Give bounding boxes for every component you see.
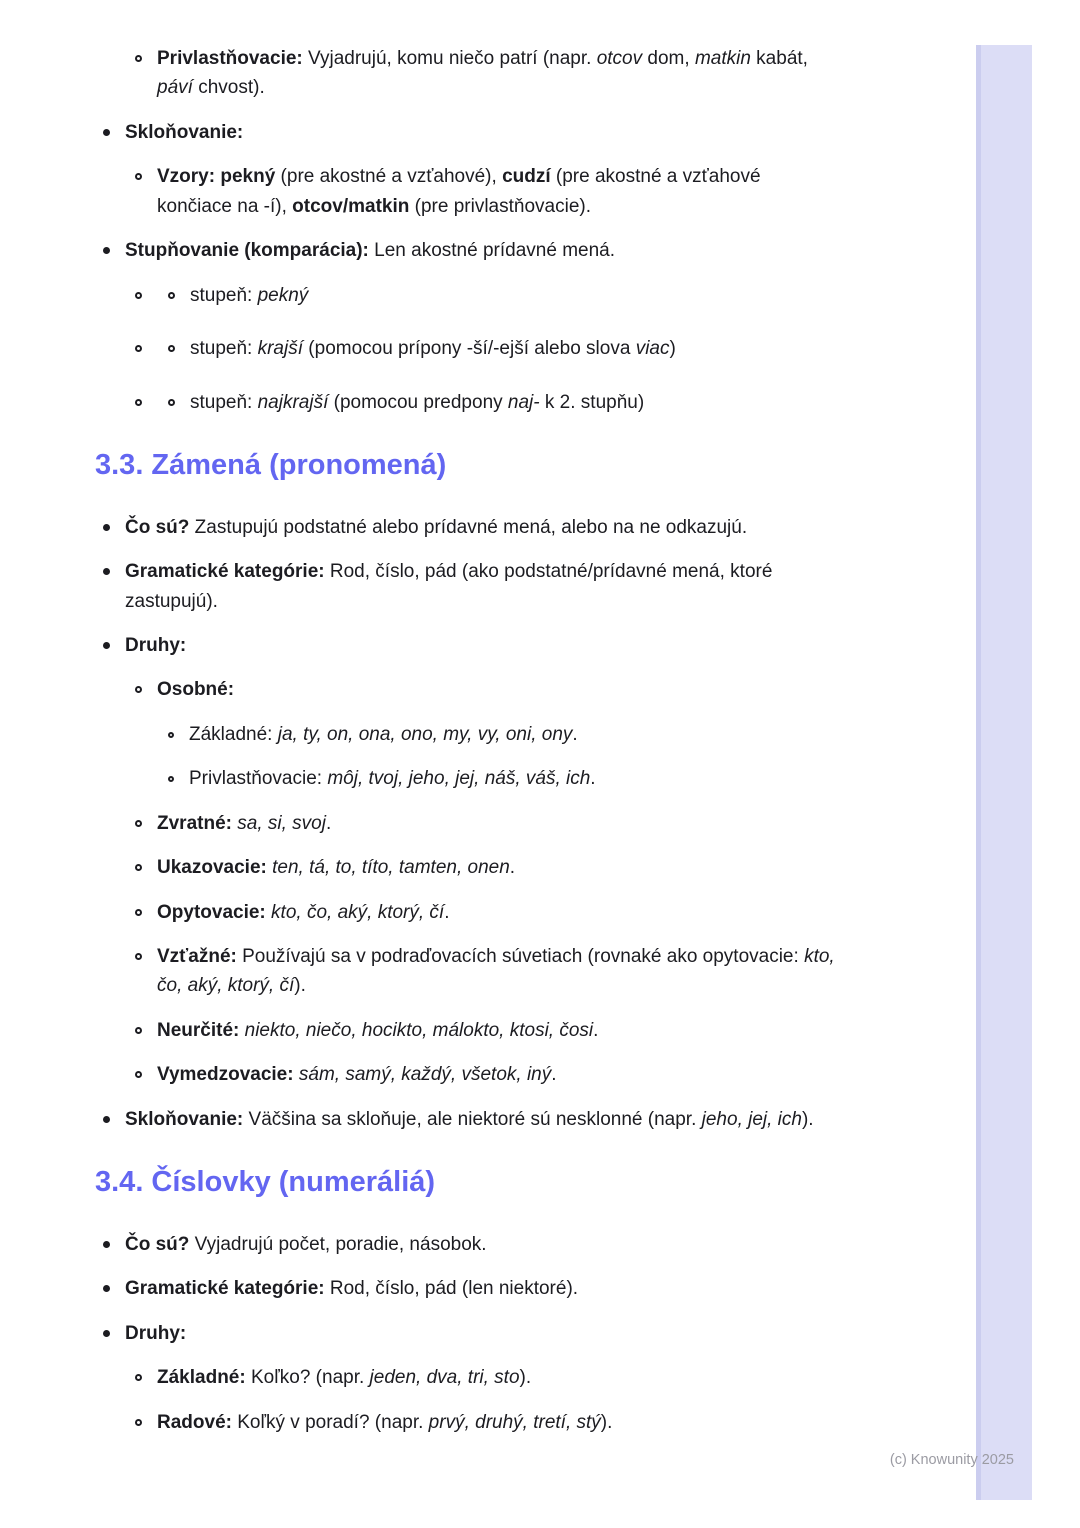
list-item-text: Skloňovanie: <box>125 121 244 143</box>
bullet-markers <box>135 942 157 960</box>
section-heading: 3.3. Zámená (pronomená) <box>95 448 447 481</box>
circle-bullet-icon <box>135 1071 142 1078</box>
list-item-text: Vzory: pekný (pre akostné a vzťahové), cudzí (pre akostné a vzťahové končiace na -í), otcov/matkin (pre privlastňovacie). <box>157 166 761 217</box>
list-item <box>135 388 835 417</box>
document-content <box>95 44 835 1452</box>
circle-bullet-icon <box>135 399 142 406</box>
right-stripe-decoration <box>976 45 1032 1500</box>
disc-bullet-icon <box>103 129 110 136</box>
bullet-markers <box>103 557 125 575</box>
bullet-markers <box>103 1105 125 1123</box>
list-item-text: Gramatické kategórie: Rod, číslo, pád (len niektoré). <box>125 1278 579 1300</box>
circle-bullet-icon <box>135 173 142 180</box>
bullet-markers <box>103 236 125 254</box>
list-item <box>135 1363 835 1392</box>
list-item-text: Skloňovanie: Väčšina sa skloňuje, ale niektoré sú nesklonné (napr. jeho, jej, ich). <box>125 1108 814 1130</box>
circle-bullet-icon <box>135 345 142 352</box>
bullet-markers <box>135 675 157 693</box>
list-item-text: stupeň: krajší (pomocou prípony -ší/-ejší alebo slova viac) <box>190 338 676 360</box>
list-item <box>135 281 835 310</box>
list-item-text: Čo sú? Zastupujú podstatné alebo prídavné mená, alebo na ne odkazujú. <box>125 516 748 538</box>
list-item-text: Privlastňovacie: môj, tvoj, jeho, jej, náš, váš, ich. <box>189 768 596 790</box>
list-item <box>135 44 835 103</box>
list-item <box>103 513 835 542</box>
list-item <box>103 631 835 660</box>
list-item-text: stupeň: pekný <box>190 284 309 306</box>
list-item-text: Základné: ja, ty, on, ona, ono, my, vy, oni, ony. <box>189 723 578 745</box>
list-item <box>103 1230 835 1259</box>
circle-bullet-icon <box>168 292 175 299</box>
list-item <box>135 675 835 704</box>
disc-bullet-icon <box>103 1241 110 1248</box>
list-item-text: Druhy: <box>125 1322 187 1344</box>
bullet-markers <box>168 764 189 782</box>
list-item-text: Gramatické kategórie: Rod, číslo, pád (ako podstatné/prídavné mená, ktoré zastupujú). <box>125 561 773 612</box>
bullet-markers <box>135 334 190 352</box>
list-item-text: Druhy: <box>125 634 187 656</box>
list-item-text: Čo sú? Vyjadrujú počet, poradie, násobok. <box>125 1233 487 1255</box>
footer-credit: (c) Knowunity 2025 <box>889 1452 1014 1468</box>
list-item-text: Vzťažné: Používajú sa v podraďovacích súvetiach (rovnaké ako opytovacie: kto, čo, aký, ktorý, čí). <box>157 946 835 997</box>
circle-bullet-icon <box>168 399 175 406</box>
disc-bullet-icon <box>103 524 110 531</box>
bullet-markers <box>135 1408 157 1426</box>
circle-bullet-icon <box>135 820 142 827</box>
bullet-markers <box>135 281 190 299</box>
list-item <box>103 1105 835 1134</box>
circle-bullet-icon <box>135 1374 142 1381</box>
circle-bullet-icon <box>135 953 142 960</box>
bullet-markers <box>135 162 157 180</box>
list-item-text: Neurčité: niekto, niečo, hocikto, málokto, ktosi, čosi. <box>157 1019 599 1041</box>
list-item <box>135 334 835 363</box>
circle-bullet-icon <box>135 864 142 871</box>
circle-bullet-icon <box>135 686 142 693</box>
list-item <box>103 1319 835 1348</box>
list-item-text: stupeň: najkrajší (pomocou predpony naj- k 2. stupňu) <box>190 391 645 413</box>
list-item-text: Vymedzovacie: sám, samý, každý, všetok, iný. <box>157 1064 557 1086</box>
disc-bullet-icon <box>103 642 110 649</box>
bullet-markers <box>103 1274 125 1292</box>
bullet-markers <box>103 1319 125 1337</box>
list-item <box>135 809 835 838</box>
list-item <box>103 557 835 616</box>
section-heading: 3.4. Číslovky (numeráliá) <box>95 1166 436 1199</box>
list-item <box>103 1274 835 1303</box>
bullet-markers <box>103 118 125 136</box>
list-item <box>168 720 835 749</box>
disc-bullet-icon <box>103 568 110 575</box>
list-item <box>135 942 835 1001</box>
bullet-markers <box>135 1363 157 1381</box>
bullet-markers <box>103 1230 125 1248</box>
bullet-markers <box>103 631 125 649</box>
list-item <box>135 162 835 221</box>
list-item-text: Radové: Koľký v poradí? (napr. prvý, druhý, tretí, stý). <box>157 1411 613 1433</box>
bullet-markers <box>168 720 189 738</box>
circle-bullet-icon <box>135 292 142 299</box>
list-item <box>135 1408 835 1437</box>
bullet-markers <box>135 898 157 916</box>
list-item <box>168 764 835 793</box>
list-item-text: Ukazovacie: ten, tá, to, títo, tamten, onen. <box>157 857 516 879</box>
bullet-markers <box>135 388 190 406</box>
disc-bullet-icon <box>103 1285 110 1292</box>
list-item-text: Stupňovanie (komparácia): Len akostné prídavné mená. <box>125 240 615 262</box>
circle-bullet-icon <box>135 55 142 62</box>
disc-bullet-icon <box>103 1116 110 1123</box>
list-item-text: Osobné: <box>157 679 235 701</box>
list-item <box>135 1016 835 1045</box>
list-item-text: Opytovacie: kto, čo, aký, ktorý, čí. <box>157 901 450 923</box>
bullet-markers <box>103 513 125 531</box>
list-item <box>103 118 835 147</box>
bullet-markers <box>135 1060 157 1078</box>
disc-bullet-icon <box>103 247 110 254</box>
circle-bullet-icon <box>168 776 174 782</box>
circle-bullet-icon <box>135 1419 142 1426</box>
circle-bullet-icon <box>135 909 142 916</box>
circle-bullet-icon <box>168 345 175 352</box>
bullet-markers <box>135 1016 157 1034</box>
list-item <box>135 898 835 927</box>
list-item-text: Základné: Koľko? (napr. jeden, dva, tri, sto). <box>157 1367 532 1389</box>
bullet-markers <box>135 44 157 62</box>
circle-bullet-icon <box>135 1027 142 1034</box>
bullet-markers <box>135 809 157 827</box>
list-item <box>103 236 835 265</box>
circle-bullet-icon <box>168 732 174 738</box>
list-item-text: Privlastňovacie: Vyjadrujú, komu niečo patrí (napr. otcov dom, matkin kabát, páví chvost). <box>157 48 808 99</box>
list-item <box>135 1060 835 1089</box>
list-item-text: Zvratné: sa, si, svoj. <box>157 812 332 834</box>
disc-bullet-icon <box>103 1330 110 1337</box>
list-item <box>135 853 835 882</box>
bullet-markers <box>135 853 157 871</box>
